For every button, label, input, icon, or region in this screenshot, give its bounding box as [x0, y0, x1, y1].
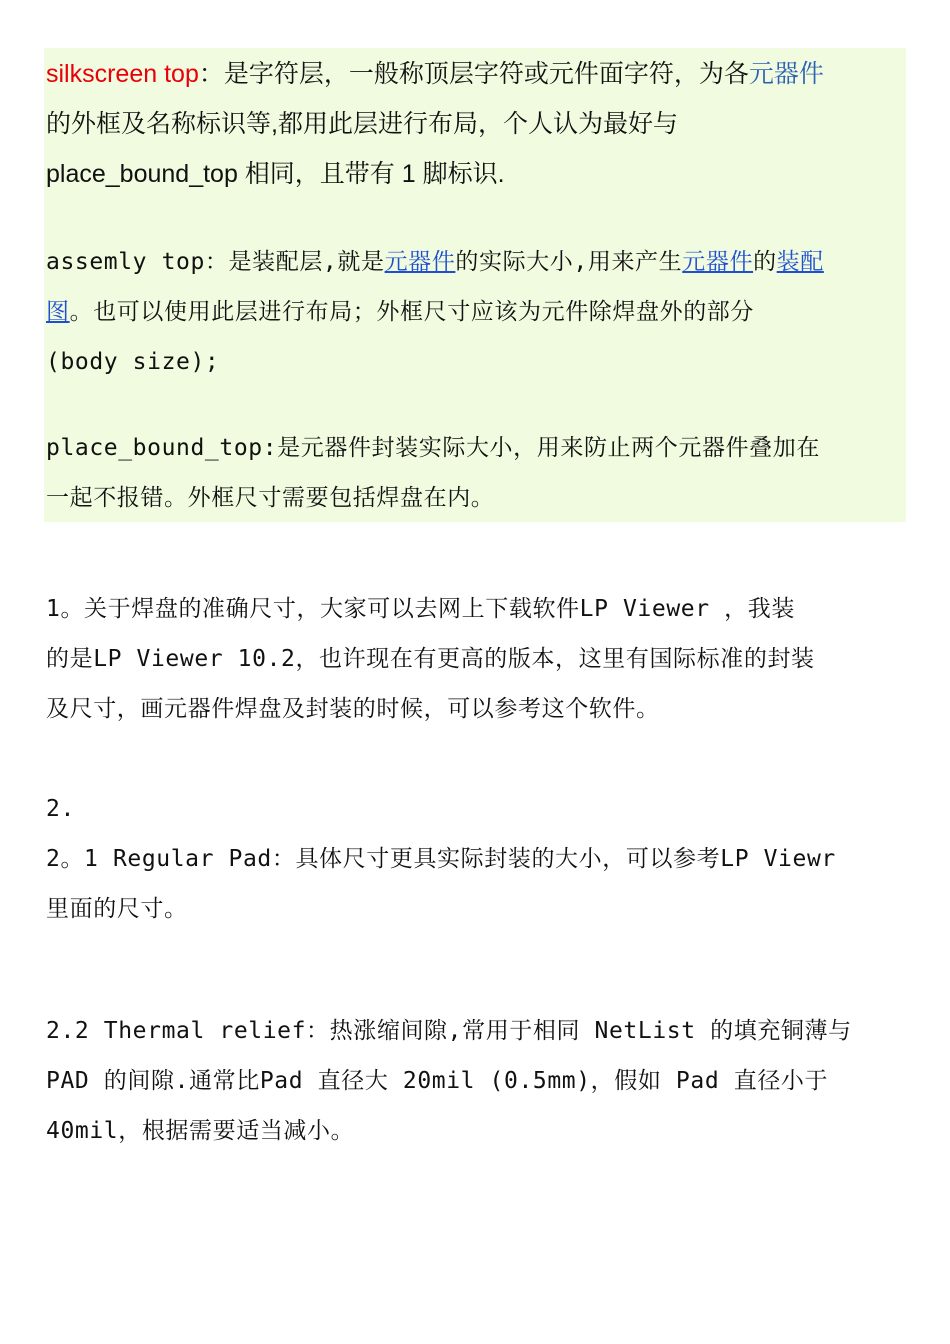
- thermal-relief-paragraph: [46, 1006, 906, 1156]
- assembly-line-1: [46, 237, 906, 287]
- section-2-heading: 2.: [46, 796, 75, 822]
- place-bound-line-1: place_bound_top:是元器件封装实际大小，用来防止两个元器件叠加在: [46, 435, 820, 461]
- section-1-paragraph: [46, 584, 906, 734]
- section-1-line-3: 及尺寸，画元器件焊盘及封装的时候，可以参考这个软件。: [46, 696, 660, 722]
- thermal-relief-line-2: PAD 的间隙.通常比Pad 直径大 20mil (0.5mm)，假如 Pad 直径小于: [46, 1068, 829, 1094]
- assembly-line-2: [46, 287, 906, 337]
- thermal-relief-line-1: 2.2 Thermal relief：热涨缩间隙,常用于相同 NetList 的填充铜薄与: [46, 1018, 852, 1044]
- assembly-line-3: (body size);: [46, 349, 220, 375]
- section-1-line-1: 1。关于焊盘的准确尺寸，大家可以去网上下载软件LP Viewer ，我装: [46, 596, 795, 622]
- silkscreen-line-1: [46, 49, 906, 99]
- place-bound-paragraph: [46, 423, 906, 523]
- assembly-drawing-link[interactable]: 装配: [776, 249, 824, 275]
- thermal-relief-line-3: 40mil，根据需要适当减小。: [46, 1118, 355, 1144]
- silkscreen-text-1: 是字符层，一般称顶层字符或元件面字符，为各: [223, 60, 749, 88]
- assembly-text-d: 。也可以使用此层进行布局；外框尺寸应该为元件除焊盘外的部分: [69, 299, 755, 325]
- regular-pad-paragraph: [46, 834, 906, 934]
- silkscreen-line-2: 的外框及名称标识等,都用此层进行布局，个人认为最好与: [46, 110, 678, 138]
- silkscreen-term: silkscreen top: [46, 60, 199, 88]
- assembly-text-c: 的: [753, 249, 777, 275]
- silkscreen-paragraph: [46, 49, 906, 199]
- component-link-2[interactable]: 元器件: [682, 249, 754, 275]
- assembly-text-a: assemly top：是装配层,就是: [46, 249, 385, 275]
- component-link[interactable]: 元器件: [748, 60, 824, 88]
- regular-pad-line-2: 里面的尺寸。: [46, 896, 188, 922]
- component-link-1[interactable]: 元器件: [384, 249, 456, 275]
- regular-pad-line-1: 2。1 Regular Pad：具体尺寸更具实际封装的大小，可以参考LP Viewr: [46, 846, 836, 872]
- assembly-paragraph: [46, 237, 906, 387]
- silkscreen-line-3: place_bound_top 相同，且带有 1 脚标识.: [46, 160, 505, 188]
- silkscreen-colon: ：: [198, 60, 224, 88]
- place-bound-line-2: 一起不报错。外框尺寸需要包括焊盘在内。: [46, 485, 495, 511]
- assembly-drawing-link-cont[interactable]: 图: [46, 299, 70, 325]
- section-1-line-2: 的是LP Viewer 10.2，也许现在有更高的版本，这里有国际标准的封装: [46, 646, 815, 672]
- assembly-text-b: 的实际大小,用来产生: [455, 249, 683, 275]
